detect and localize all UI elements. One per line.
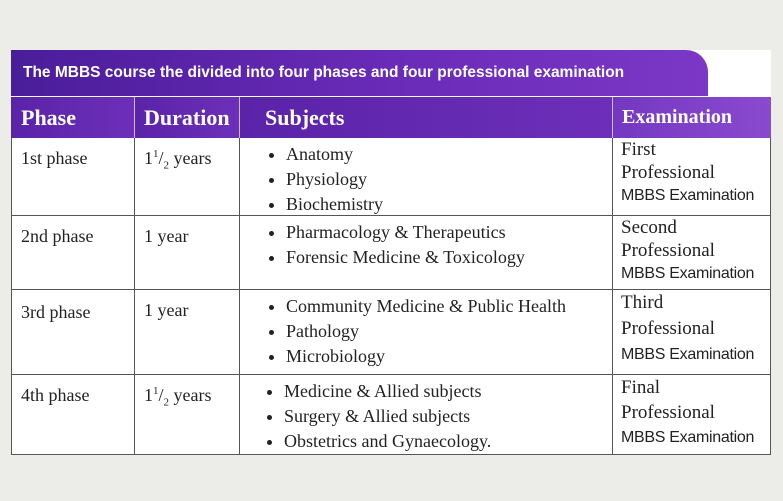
table-row-1-exam: First Professional MBBS Examination (613, 138, 771, 216)
table-row-4-exam: Final Professional MBBS Examination (613, 375, 771, 455)
table-row-2-subjects (240, 216, 613, 290)
table-row-3-subjects (240, 290, 613, 375)
table-row-1-duration: $1^1/_2$ years (135, 138, 240, 216)
table-row-3-phase: 3rd phase (11, 290, 135, 375)
list-item: • Microbiology (286, 344, 612, 369)
table-row-3-duration: 1 year (135, 290, 240, 375)
list-item: • Biochemistry (286, 192, 612, 217)
list-item: • Pharmacology & Therapeutics (286, 220, 612, 245)
list-item: • Surgery & Allied subjects (284, 404, 612, 429)
list-item: • Forensic Medicine & Toxicology (286, 245, 612, 270)
table-row-2-phase: 2nd phase (11, 216, 135, 290)
list-item: • Obstetrics and Gynaecology. (284, 429, 612, 454)
table-row-4-phase: 4th phase (11, 375, 135, 455)
list-item: • Anatomy (286, 142, 612, 167)
table-row-4-subjects (240, 375, 613, 455)
list-item: • Pathology (286, 319, 612, 344)
table-row-1-subjects (240, 138, 613, 216)
table-row-4-duration: $1^1/_2$ years (135, 375, 240, 455)
header-phase: Phase (11, 97, 135, 138)
list-item: • Community Medicine & Public Health (286, 294, 612, 319)
header-examination: Examination (613, 97, 771, 138)
title-banner (11, 50, 708, 96)
header-duration: Duration (135, 97, 240, 138)
header-subjects: Subjects (240, 97, 613, 138)
table-row-2-duration: 1 year (135, 216, 240, 290)
table-row-1-phase: 1st phase (11, 138, 135, 216)
list-item: • Physiology (286, 167, 612, 192)
banner-title: The MBBS course the divided into four phases and four professional examination (23, 64, 625, 81)
table-row-2-exam: Second Professional MBBS Examination (613, 216, 771, 290)
table-row-3-exam: Third Professional MBBS Examination (613, 290, 771, 375)
list-item: • Medicine & Allied subjects (284, 379, 612, 404)
